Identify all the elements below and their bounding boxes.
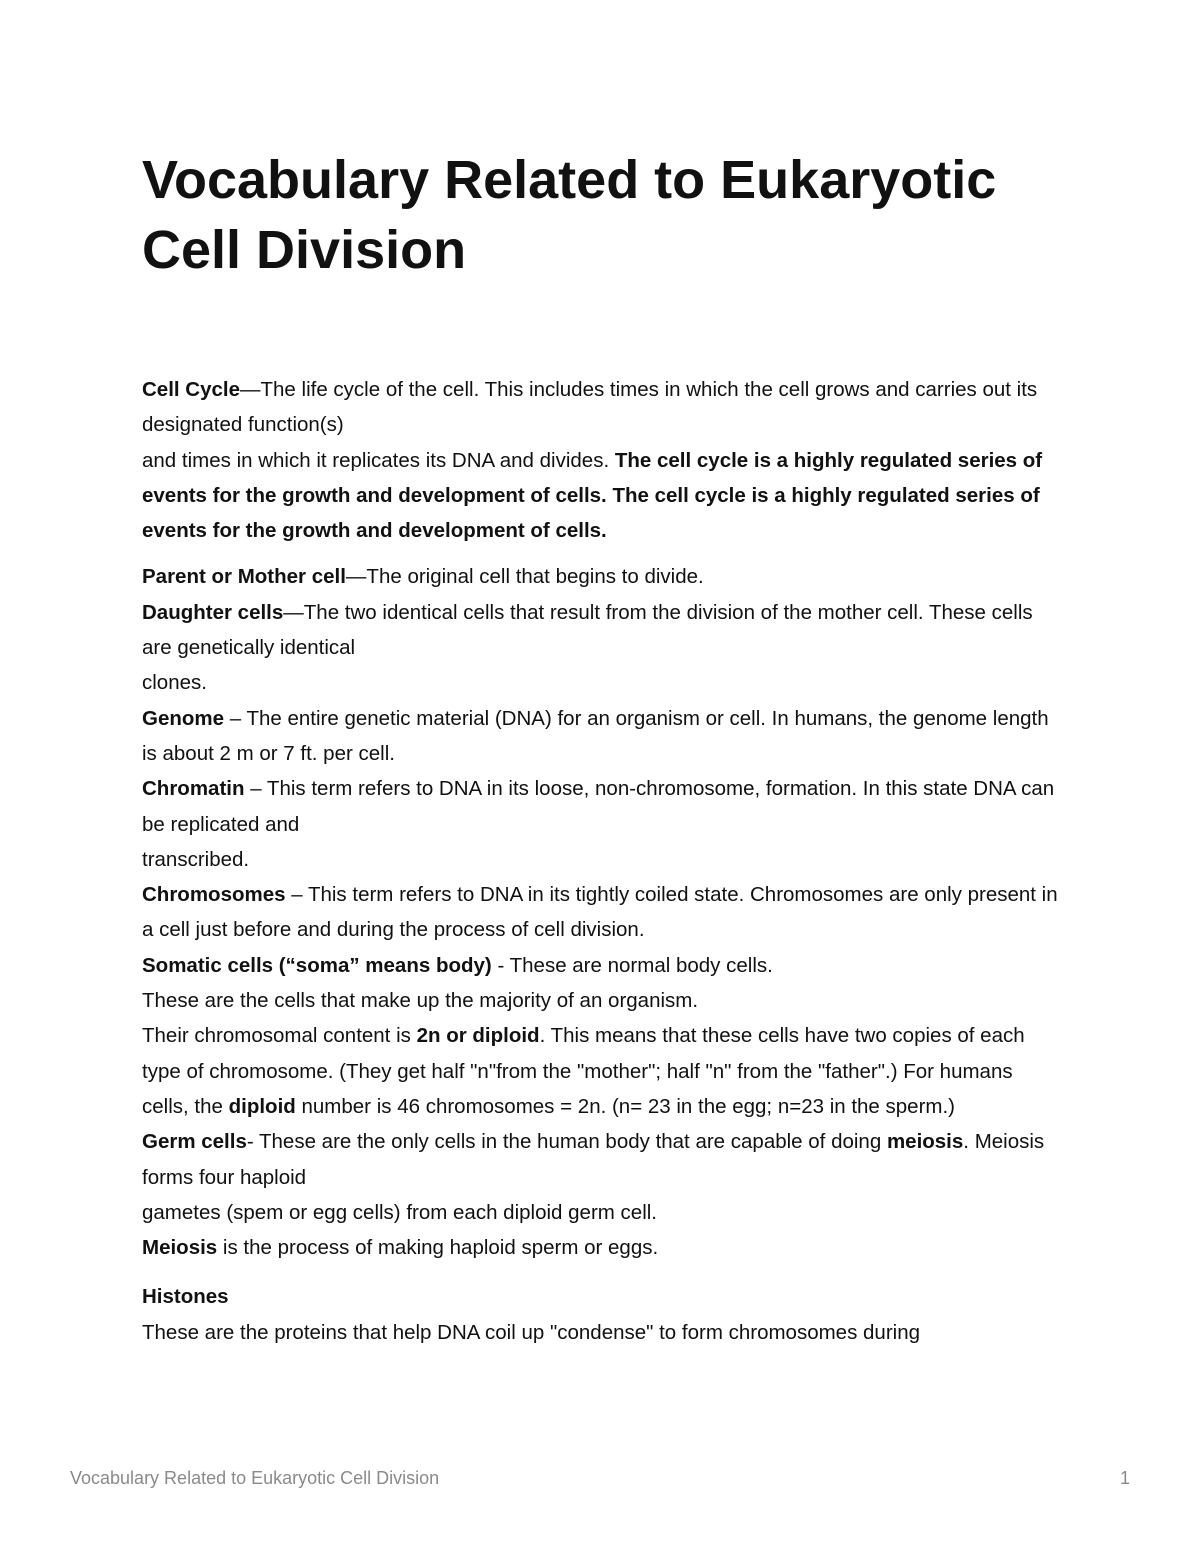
- text-run: —The original cell that begins to divide.: [345, 565, 704, 589]
- text-run: gametes (spem or egg cells) from each diploid germ cell.: [142, 1200, 657, 1224]
- text-run: These are the proteins that help DNA coil up "condense" to form chromosomes during: [142, 1320, 921, 1344]
- page-title: Vocabulary Related to Eukaryotic Cell Division: [142, 150, 997, 280]
- text-run: - These are normal body cells.: [491, 953, 773, 977]
- bold-term: Genome: [142, 706, 225, 730]
- text-run: These are the cells that make up the majority of an organism.: [142, 989, 699, 1013]
- text-run: clones.: [142, 671, 207, 695]
- bold-term: diploid: [228, 1094, 296, 1118]
- text-run: . Meiosis forms four haploid: [142, 1130, 1045, 1189]
- document-body: [142, 372, 1062, 1350]
- bold-term: Meiosis: [142, 1236, 218, 1260]
- text-run: —The life cycle of the cell. This includes times in which the cell grows and carries out its designated function(s): [142, 378, 1038, 437]
- text-run: transcribed.: [142, 847, 250, 871]
- bold-term: Chromosomes: [142, 883, 286, 907]
- text-run: Their chromosomal content is: [142, 1024, 417, 1048]
- bold-term: Parent or Mother cell: [142, 565, 346, 589]
- text-run: number is 46 chromosomes = 2n. (n= 23 in the egg; n=23 in the sperm.): [295, 1094, 956, 1118]
- text-run: – This term refers to DNA in its loose, non-chromosome, formation. In this state DNA can be replicated and: [142, 777, 1055, 836]
- page-footer: [70, 1465, 1130, 1491]
- text-run: and times in which it replicates its DNA and divides.: [142, 448, 615, 472]
- page-number: 1: [1119, 1468, 1130, 1488]
- paragraph: [142, 559, 1062, 1265]
- bold-term: Somatic cells (“soma” means body): [142, 953, 492, 977]
- text-run: - These are the only cells in the human body that are capable of doing: [246, 1130, 887, 1154]
- bold-term: Chromatin: [142, 777, 245, 801]
- text-run: —The two identical cells that result from the division of the mother cell. These cells are genetically identical: [142, 600, 1033, 660]
- bold-term: Daughter cells: [142, 600, 284, 624]
- text-run: . This means that these cells have two copies of each type of chromosome. (They get half "n"from the "mother"; half "n" from the "father".) For humans cells, the: [142, 1024, 1025, 1118]
- bold-term: meiosis: [886, 1130, 964, 1154]
- text-run: – This term refers to DNA in its tightly coiled state. Chromosomes are only present in a cell just before and during the process of cell division.: [142, 883, 1058, 942]
- bold-term: 2n or diploid: [416, 1024, 540, 1048]
- paragraph: [142, 372, 1062, 548]
- bold-term: Cell Cycle: [142, 378, 240, 401]
- footer-title: Vocabulary Related to Eukaryotic Cell Division: [70, 1468, 440, 1488]
- bold-term: The cell cycle is a highly regulated series of events for the growth and development of cells. The cell cycle is a highly regulated series of events for the growth and development of cells.: [142, 448, 1043, 543]
- paragraph: [142, 1279, 1062, 1350]
- bold-term: Germ cells: [142, 1130, 247, 1154]
- text-run: – The entire genetic material (DNA) for an organism or cell. In humans, the genome length is about 2 m or 7 ft. per cell.: [142, 706, 1049, 765]
- text-run: is the process of making haploid sperm or eggs.: [217, 1236, 659, 1260]
- bold-term: Histones: [142, 1285, 229, 1309]
